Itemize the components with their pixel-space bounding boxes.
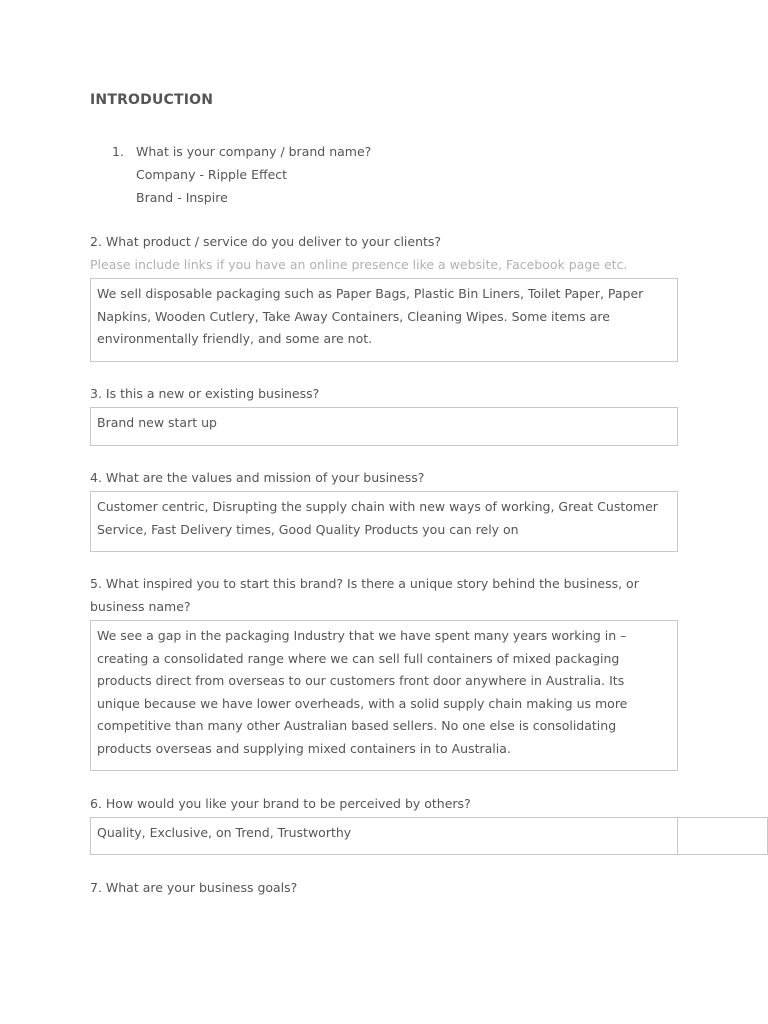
question-4-answer-box: Customer centric, Disrupting the supply chain with new ways of working, Great Customer Service, Fast Delivery times, Good Quality Products you can rely on (90, 491, 678, 552)
question-6-extra-cell (678, 817, 768, 855)
question-6-text: 6. How would you like your brand to be perceived by others? (90, 796, 471, 811)
question-2-answer-box: We sell disposable packaging such as Paper Bags, Plastic Bin Liners, Toilet Paper, Paper Napkins, Wooden Cutlery, Take Away Containers, Cleaning Wipes. Some items are environmentally friendly, and some are not. (90, 278, 678, 362)
question-3-text: 3. Is this a new or existing business? (90, 386, 320, 401)
question-1-number: 1. (112, 144, 124, 159)
question-4-text: 4. What are the values and mission of your business? (90, 470, 425, 485)
section-heading: INTRODUCTION (90, 92, 214, 108)
question-1-answer-brand: Brand - Inspire (136, 190, 228, 205)
question-1 (112, 140, 371, 209)
question-7-text: 7. What are your business goals? (90, 880, 298, 895)
question-1-answer-company: Company - Ripple Effect (136, 167, 288, 182)
question-2-hint: Please include links if you have an online presence like a website, Facebook page etc. (90, 257, 628, 272)
question-5-text: 5. What inspired you to start this brand? Is there a unique story behind the business, or business name? (90, 576, 639, 614)
question-5-answer-box: We see a gap in the packaging Industry that we have spent many years working in – creating a consolidated range where we can sell full containers of mixed packaging products direct from overseas to our customers front door anywhere in Australia. Its unique because we have lower overheads, with a solid supply chain making us more competitive than many other Australian based sellers. No one else is consolidating products overseas and supplying mixed containers in to Australia. (90, 620, 678, 771)
question-2-text: 2. What product / service do you deliver to your clients? (90, 234, 442, 249)
question-6-answer-box: Quality, Exclusive, on Trend, Trustworthy (90, 817, 678, 855)
question-3-answer-box: Brand new start up (90, 407, 678, 446)
question-1-text: What is your company / brand name? (136, 144, 372, 159)
